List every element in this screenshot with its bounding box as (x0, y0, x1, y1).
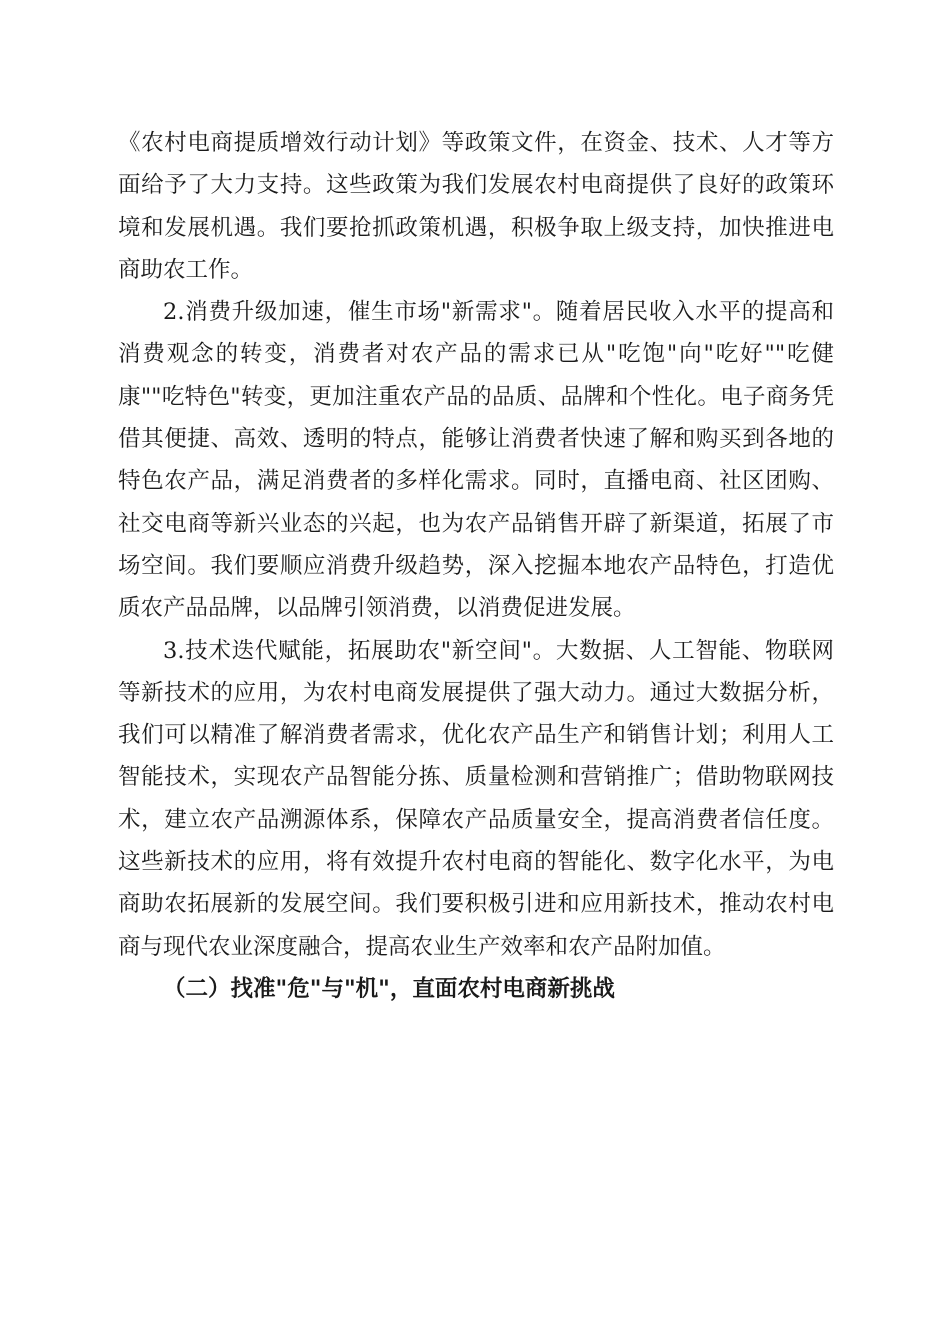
document-body (118, 122, 834, 1010)
paragraph-policy-support: 《农村电商提质增效行动计划》等政策文件，在资金、技术、人才等方面给予了大力支持。这些政策为我们发展农村电商提供了良好的政策环境和发展机遇。我们要抢抓政策机遇，积极争取上级支持，加快推进电商助农工作。 (118, 130, 834, 283)
paragraph-consumption-upgrade: 2.消费升级加速，催生市场"新需求"。随着居民收入水平的提高和消费观念的转变，消费者对农产品的需求已从"吃饱"向"吃好""吃健康""吃特色"转变，更加注重农产品的品质、品牌和个性化。电子商务凭借其便捷、高效、透明的特点，能够让消费者快速了解和购买到各地的特色农产品，满足消费者的多样化需求。同时，直播电商、社区团购、社交电商等新兴业态的兴起，也为农产品销售开辟了新渠道，拓展了市场空间。我们要顺应消费升级趋势，深入挖掘本地农产品特色，打造优质农产品品牌，以品牌引领消费，以消费促进发展。 (118, 299, 834, 622)
section-heading: （二）找准"危"与"机"，直面农村电商新挑战 (163, 975, 615, 1002)
paragraph-technology-iteration: 3.技术迭代赋能，拓展助农"新空间"。大数据、人工智能、物联网等新技术的应用，为农村电商发展提供了强大动力。通过大数据分析，我们可以精准了解消费者需求，优化农产品生产和销售计划；利用人工智能技术，实现农产品智能分拣、质量检测和营销推广；借助物联网技术，建立农产品溯源体系，保障农产品质量安全，提高消费者信任度。这些新技术的应用，将有效提升农村电商的智能化、数字化水平，为电商助农拓展新的发展空间。我们要积极引进和应用新技术，推动农村电商与现代农业深度融合，提高农业生产效率和农产品附加值。 (118, 637, 834, 960)
